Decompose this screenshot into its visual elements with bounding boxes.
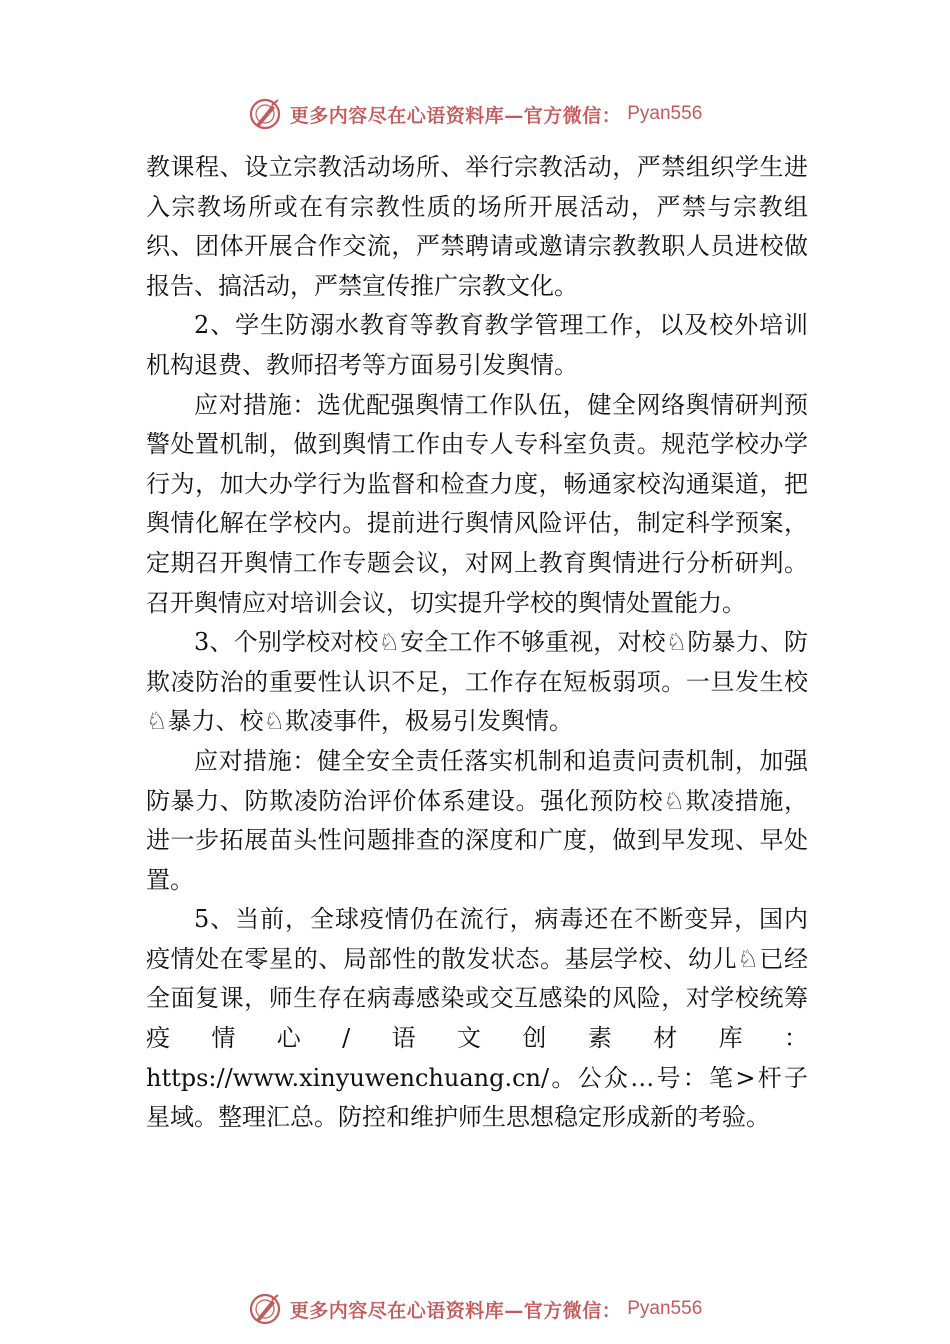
quill-seal-icon (248, 97, 282, 131)
banner-wechat-id: Pyan556 (627, 1298, 703, 1319)
banner-text: 更多内容尽在心语资料库—官方微信： (289, 1299, 622, 1322)
footer-banner (0, 1289, 950, 1329)
paragraph-measures-2: 应对措施：选优配强舆情工作队伍，健全网络舆情研判预警处置机制，做到舆情工作由专人专科室负责。规范学校办学行为，加大办学行为监督和检查力度，畅通家校沟通渠道，把舆情化解在学校内。提前进行舆情风险评估，制定科学预案，定期召开舆情工作专题会议，对网上教育舆情进行分析研判。召开舆情应对培训会议，切实提升学校的舆情处置能力。 (146, 390, 808, 617)
banner-text: 更多内容尽在心语资料库—官方微信： (289, 104, 622, 127)
paragraph-religion: 教课程、设立宗教活动场所、举行宗教活动，严禁组织学生进入宗教场所或在有宗教性质的场所开展活动，严禁与宗教组织、团体开展合作交流，严禁聘请或邀请宗教教职人员进校做报告、搞活动，严禁宣传推广宗教文化。 (146, 153, 808, 300)
header-banner (0, 94, 950, 134)
paragraph-item-3: 3、个别学校对校♘安全工作不够重视，对校♘防暴力、防欺凌防治的重要性认识不足，工作存在短板弱项。一旦发生校♘暴力、校♘欺凌事件，极易引发舆情。 (146, 628, 808, 736)
document-body (146, 148, 808, 1138)
banner-wechat-id: Pyan556 (627, 103, 703, 124)
paragraph-measures-3: 应对措施：健全安全责任落实机制和追责问责机制，加强防暴力、防欺凌防治评价体系建设。强化预防校♘欺凌措施，进一步拓展苗头性问题排查的深度和广度，做到早发现、早处置。 (146, 746, 808, 894)
paragraph-item-5: 5、当前，全球疫情仍在流行，病毒还在不断变异，国内疫情处在零星的、局部性的散发状态。基层学校、幼儿♘已经全面复课，师生存在病毒感染或交互感染的风险，对学校统筹疫情心/语文创素材库：https://www.xinyuwenchuang.cn/。公众…号：笔>杆子星域。整理汇总。防控和维护师生思想稳定形成新的考验。 (146, 905, 808, 1132)
quill-seal-icon (248, 1292, 282, 1326)
paragraph-item-2: 2、学生防溺水教育等教育教学管理工作，以及校外培训机构退费、教师招考等方面易引发舆情。 (146, 311, 808, 379)
